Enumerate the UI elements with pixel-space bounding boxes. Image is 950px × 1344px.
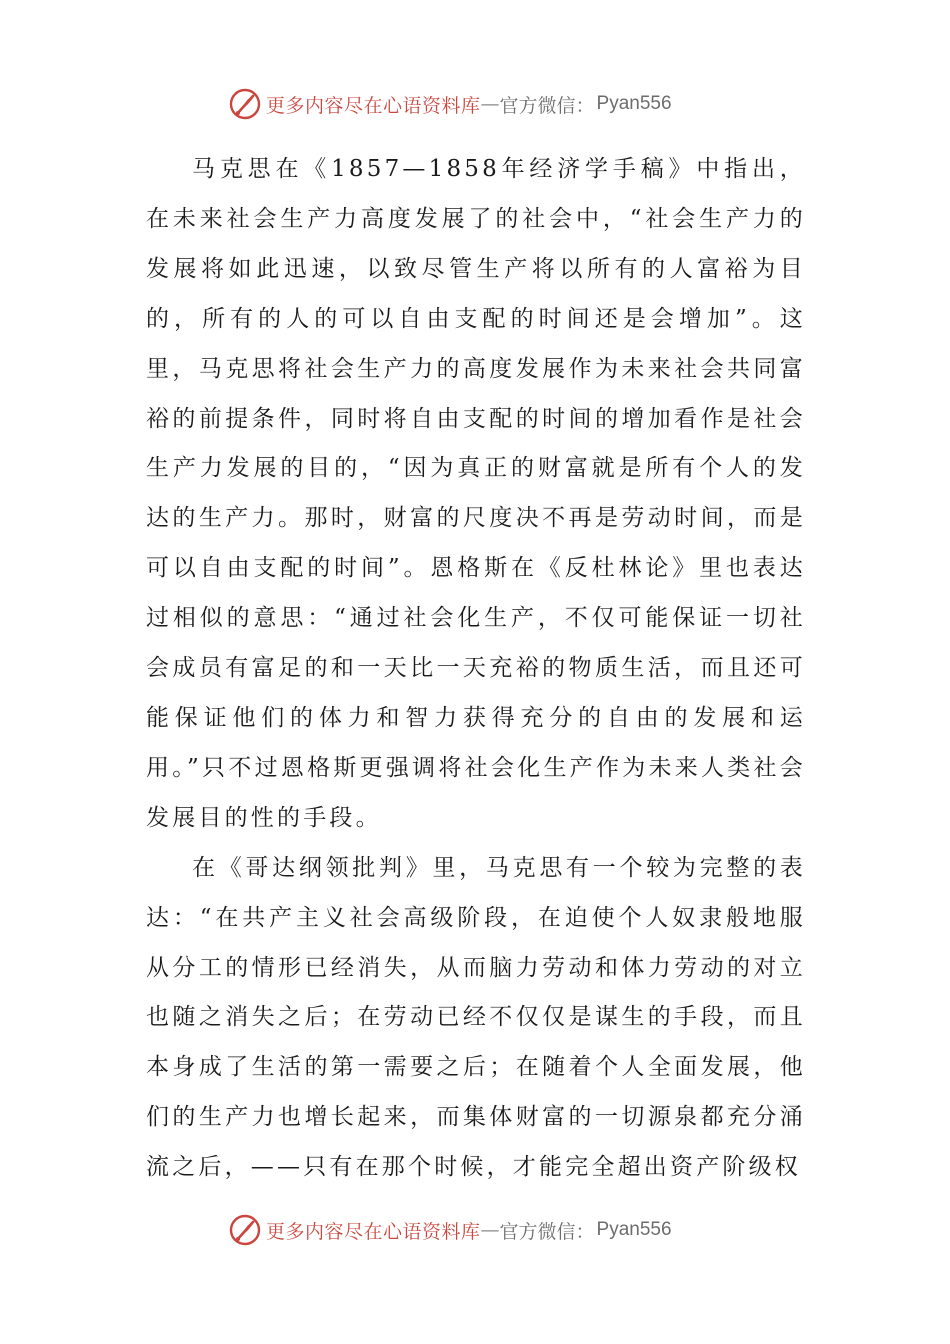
paragraph: 马克思在《1857—1858年经济学手稿》中指出，在未来社会生产力高度发展了的社会中，“社会生产力的发展将如此迅速，以致尽管生产将以所有的人富裕为目的，所有的人的可以自由支配的时间还是会增加”。这里，马克思将社会生产力的高度发展作为未来社会共同富裕的前提条件，同时将自由支配的时间的增加看作是社会生产力发展的目的，“因为真正的财富就是所有个人的发达的生产力。那时，财富的尺度决不再是劳动时间，而是可以自由支配的时间”。恩格斯在《反杜林论》里也表达过相似的意思：“通过社会化生产，不仅可能保证一切社会成员有富足的和一天比一天充裕的物质生活，而且还可能保证他们的体力和智力获得充分的自由的发展和运用。”只不过恩格斯更强调将社会化生产作为未来人类社会发展目的性的手段。 (146, 156, 806, 831)
quill-logo-icon (228, 1213, 262, 1247)
watermark-dash: — (480, 1219, 500, 1241)
footer-watermark (228, 1212, 672, 1248)
watermark-site-text: 更多内容尽在心语资料库 (266, 94, 481, 117)
watermark-site-text: 更多内容尽在心语资料库 (266, 1220, 481, 1243)
watermark-account: Pyan556 (596, 1219, 672, 1240)
paragraph: 在《哥达纲领批判》里，马克思有一个较为完整的表达：“在共产主义社会高级阶段，在迫使个人奴隶般地服从分工的情形已经消失，从而脑力劳动和体力劳动的对立也随之消失之后；在劳动已经不仅仅是谋生的手段，而且本身成了生活的第一需要之后；在随着个人全面发展，他们的生产力也增长起来，而集体财富的一切源泉都充分涌流之后，——只有在那个时候，才能完全超出资产阶级权 (146, 854, 806, 1181)
watermark-dash: — (480, 93, 500, 115)
watermark-label: 官方微信： (499, 94, 595, 117)
header-watermark (228, 86, 672, 122)
watermark-account: Pyan556 (596, 93, 672, 114)
watermark-label: 官方微信： (499, 1220, 595, 1243)
document-body (146, 145, 806, 1193)
quill-logo-icon (228, 87, 262, 121)
